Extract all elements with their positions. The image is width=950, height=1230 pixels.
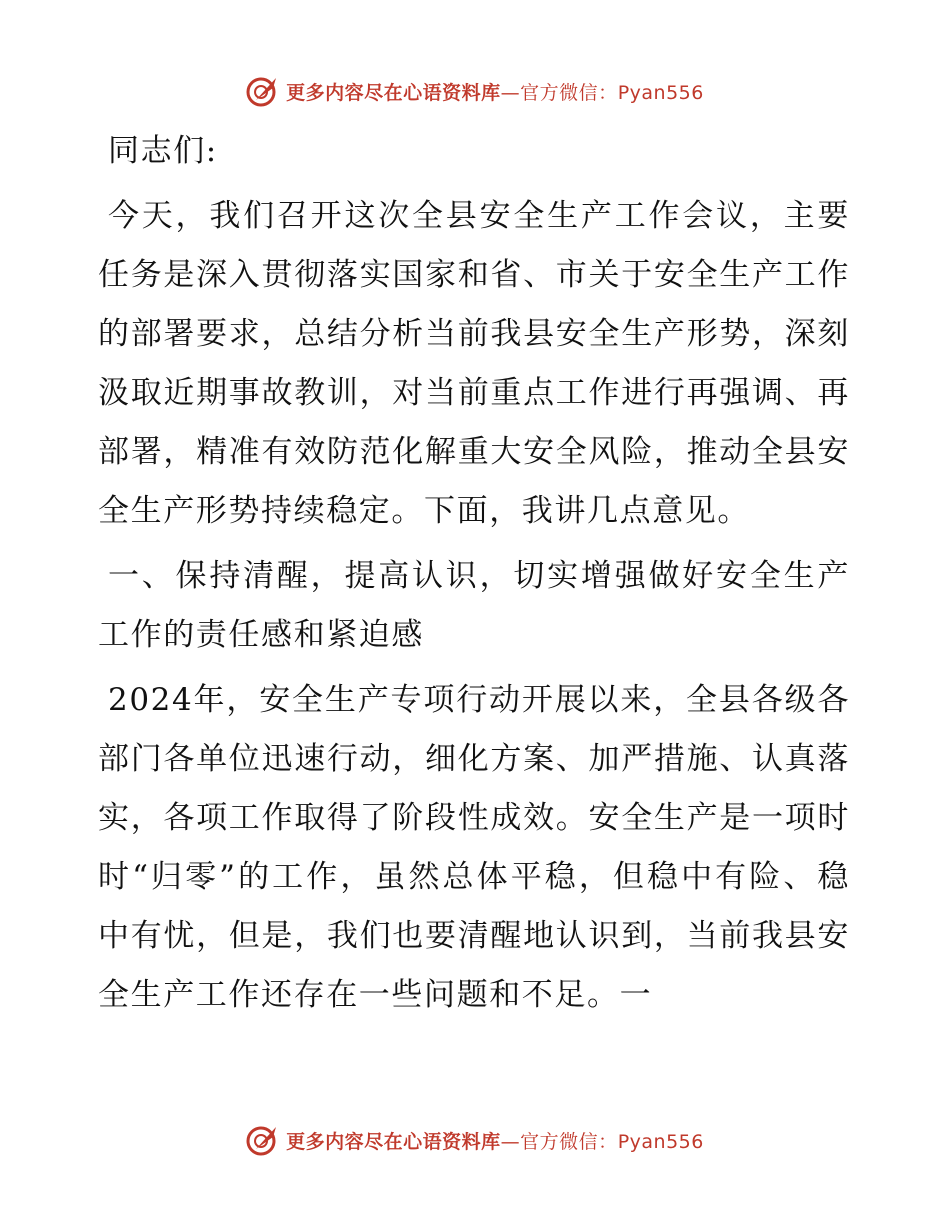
paragraph: 今天，我们召开这次全县安全生产工作会议，主要任务是深入贯彻落实国家和省、市关于安全生产工作的部署要求，总结分析当前我县安全生产形势，深刻汲取近期事故教训，对当前重点工作进行再强调、再部署，精准有效防范化解重大安全风险，推动全县安全生产形势持续稳定。下面，我讲几点意见。 (98, 198, 850, 529)
watermark-dash: — (500, 81, 521, 104)
watermark-handle: Pyan556 (617, 81, 704, 104)
watermark-text (286, 78, 704, 105)
section-heading: 一、保持清醒，提高认识，切实增强做好安全生产工作的责任感和紧迫感 (98, 558, 850, 653)
footer-watermark (0, 1120, 950, 1160)
watermark-sub: 官方微信： (520, 81, 618, 104)
greeting: 同志们: (108, 133, 218, 169)
watermark-main: 更多内容尽在心语资料库 (286, 81, 501, 104)
quill-logo-icon (246, 1123, 280, 1157)
watermark-dash: — (500, 1130, 521, 1153)
watermark-handle: Pyan556 (617, 1130, 704, 1153)
watermark-main: 更多内容尽在心语资料库 (286, 1130, 501, 1153)
quill-logo-icon (246, 74, 280, 108)
header-watermark (0, 71, 950, 111)
document-body (98, 122, 850, 1031)
watermark-sub: 官方微信： (520, 1130, 618, 1153)
watermark-text (286, 1127, 704, 1154)
paragraph: 2024年，安全生产专项行动开展以来，全县各级各部门各单位迅速行动，细化方案、加严措施、认真落实，各项工作取得了阶段性成效。安全生产是一项时时“归零”的工作，虽然总体平稳，但稳中有险、稳中有忧，但是，我们也要清醒地认识到，当前我县安全生产工作还存在一些问题和不足。一 (98, 682, 850, 1013)
